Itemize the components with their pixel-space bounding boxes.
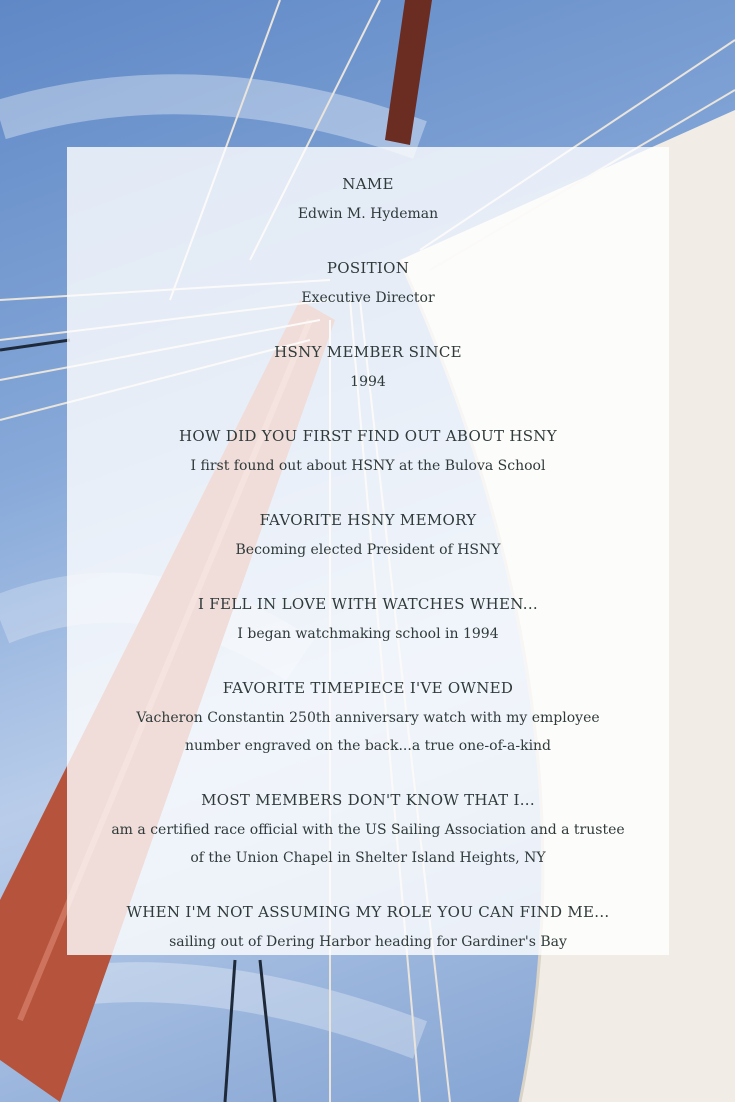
profile-answer: [67, 704, 669, 760]
profile-item-position: [67, 258, 669, 312]
profile-answer-line: Edwin M. Hydeman: [297, 206, 439, 222]
profile-item-fell-in-love: [67, 594, 669, 648]
profile-question: HSNY MEMBER SINCE: [274, 343, 462, 361]
profile-item-favorite-timepiece: [67, 678, 669, 760]
profile-answer: [67, 536, 669, 564]
profile-answer-line: sailing out of Dering Harbor heading for Gardiner's Bay: [169, 934, 567, 950]
profile-answer-line: Executive Director: [301, 290, 435, 306]
profile-question: HOW DID YOU FIRST FIND OUT ABOUT HSNY: [179, 427, 557, 445]
profile-question: NAME: [342, 175, 394, 193]
profile-answer-line: I first found out about HSNY at the Bulova School: [190, 458, 546, 474]
profile-answer: [67, 200, 669, 228]
profile-answer: [67, 284, 669, 312]
profile-answer-line: I began watchmaking school in 1994: [237, 626, 499, 642]
profile-item-first-find-out: [67, 426, 669, 480]
profile-item-member-since: [67, 342, 669, 396]
profile-question: WHEN I'M NOT ASSUMING MY ROLE YOU CAN FIND ME...: [126, 903, 610, 921]
profile-answer-line: Vacheron Constantin 250th anniversary watch with my employee: [136, 710, 600, 726]
profile-answer: [67, 816, 669, 872]
profile-answer: [67, 928, 669, 956]
profile-item-members-dont-know: [67, 790, 669, 872]
profile-item-favorite-memory: [67, 510, 669, 564]
profile-question: FAVORITE TIMEPIECE I'VE OWNED: [222, 679, 514, 697]
profile-answer: [67, 620, 669, 648]
profile-item-name: [67, 174, 669, 228]
profile-answer: [67, 368, 669, 396]
profile-answer-line: number engraved on the back...a true one-of-a-kind: [184, 738, 552, 754]
profile-answer-line: of the Union Chapel in Shelter Island Heights, NY: [190, 850, 546, 866]
member-profile-card: [67, 147, 669, 955]
profile-answer-line: am a certified race official with the US Sailing Association and a trustee: [111, 822, 625, 838]
profile-answer: [67, 452, 669, 480]
profile-item-when-not-assuming-role: [67, 902, 669, 956]
profile-question: I FELL IN LOVE WITH WATCHES WHEN...: [198, 595, 538, 613]
profile-question: FAVORITE HSNY MEMORY: [259, 511, 477, 529]
profile-question: MOST MEMBERS DON'T KNOW THAT I...: [201, 791, 535, 809]
profile-answer-line: Becoming elected President of HSNY: [235, 542, 501, 558]
profile-answer-line: 1994: [350, 374, 386, 390]
profile-question: POSITION: [326, 259, 410, 277]
